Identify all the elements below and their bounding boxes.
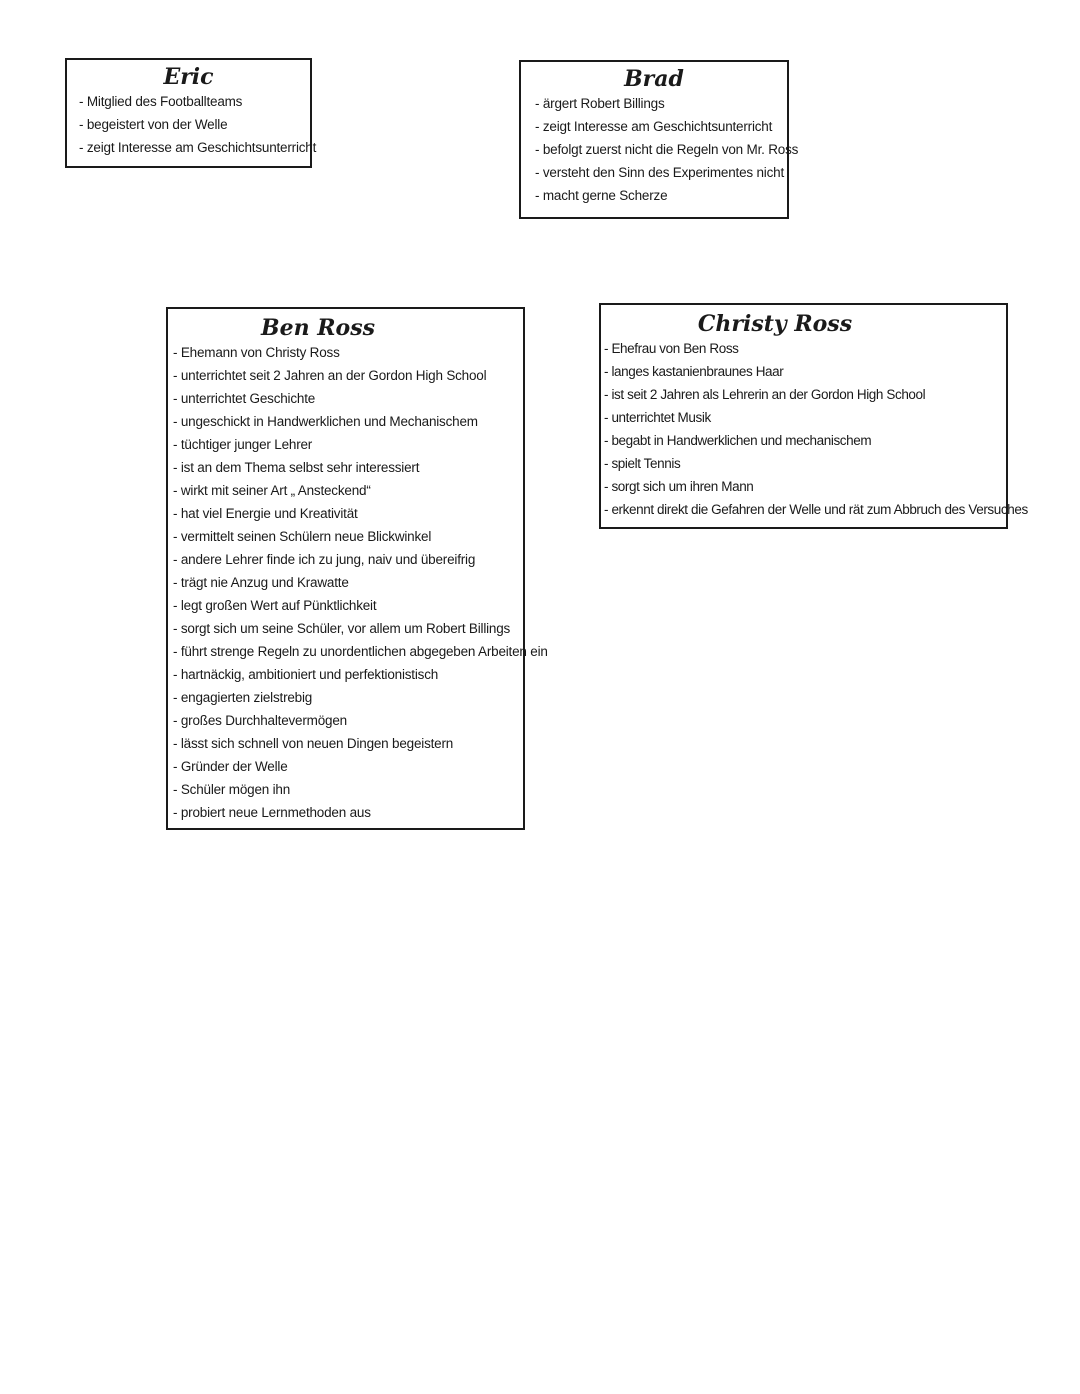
trait-item: - sorgt sich um seine Schüler, vor allem um Robert Billings bbox=[173, 617, 523, 640]
trait-item: - hartnäckig, ambitioniert und perfektionistisch bbox=[173, 663, 523, 686]
trait-item: - befolgt zuerst nicht die Regeln von Mr. Ross bbox=[535, 138, 787, 161]
trait-item: - begeistert von der Welle bbox=[79, 113, 310, 136]
trait-item: - probiert neue Lernmethoden aus bbox=[173, 801, 523, 824]
trait-item: - unterrichtet Geschichte bbox=[173, 387, 523, 410]
trait-item: - spielt Tennis bbox=[604, 452, 1006, 475]
trait-item: - Schüler mögen ihn bbox=[173, 778, 523, 801]
trait-item: - großes Durchhaltevermögen bbox=[173, 709, 523, 732]
trait-item: - ist seit 2 Jahren als Lehrerin an der Gordon High School bbox=[604, 383, 1006, 406]
trait-item: - ungeschickt in Handwerklichen und Mechanischem bbox=[173, 410, 523, 433]
character-card-eric bbox=[65, 58, 317, 168]
trait-item: - langes kastanienbraunes Haar bbox=[604, 360, 1006, 383]
trait-item: - erkennt direkt die Gefahren der Welle und rät zum Abbruch des Versuches bbox=[604, 498, 1006, 521]
card-title: Christy Ross bbox=[697, 311, 853, 337]
trait-item: - unterrichtet Musik bbox=[604, 406, 1006, 429]
trait-item: - zeigt Interesse am Geschichtsunterricht bbox=[79, 136, 310, 159]
trait-item: - legt großen Wert auf Pünktlichkeit bbox=[173, 594, 523, 617]
character-card-brad bbox=[519, 60, 799, 219]
trait-item: - wirkt mit seiner Art „ Ansteckend“ bbox=[173, 479, 523, 502]
trait-item: - unterrichtet seit 2 Jahren an der Gordon High School bbox=[173, 364, 523, 387]
card-title: Eric bbox=[163, 64, 214, 90]
trait-list bbox=[173, 341, 548, 824]
trait-item: - Ehefrau von Ben Ross bbox=[604, 337, 1006, 360]
trait-list bbox=[79, 90, 317, 159]
trait-item: - andere Lehrer finde ich zu jung, naiv und übereifrig bbox=[173, 548, 523, 571]
trait-item: - hat viel Energie und Kreativität bbox=[173, 502, 523, 525]
trait-item: - trägt nie Anzug und Krawatte bbox=[173, 571, 523, 594]
trait-item: - versteht den Sinn des Experimentes nicht bbox=[535, 161, 787, 184]
trait-list bbox=[535, 92, 799, 207]
trait-item: - engagierten zielstrebig bbox=[173, 686, 523, 709]
card-title: Ben Ross bbox=[261, 315, 375, 341]
trait-list bbox=[604, 337, 1028, 521]
trait-item: - vermittelt seinen Schülern neue Blickwinkel bbox=[173, 525, 523, 548]
trait-item: - führt strenge Regeln zu unordentlichen abgegeben Arbeiten ein bbox=[173, 640, 523, 663]
trait-item: - zeigt Interesse am Geschichtsunterricht bbox=[535, 115, 787, 138]
trait-item: - Ehemann von Christy Ross bbox=[173, 341, 523, 364]
trait-item: - sorgt sich um ihren Mann bbox=[604, 475, 1006, 498]
trait-item: - ärgert Robert Billings bbox=[535, 92, 787, 115]
trait-item: - Mitglied des Footballteams bbox=[79, 90, 310, 113]
trait-item: - tüchtiger junger Lehrer bbox=[173, 433, 523, 456]
character-card-ben-ross bbox=[166, 307, 548, 830]
trait-item: - ist an dem Thema selbst sehr interessiert bbox=[173, 456, 523, 479]
character-card-christy-ross bbox=[599, 303, 1028, 529]
trait-item: - Gründer der Welle bbox=[173, 755, 523, 778]
card-title: Brad bbox=[624, 66, 684, 92]
trait-item: - lässt sich schnell von neuen Dingen begeistern bbox=[173, 732, 523, 755]
trait-item: - macht gerne Scherze bbox=[535, 184, 787, 207]
trait-item: - begabt in Handwerklichen und mechanischem bbox=[604, 429, 1006, 452]
